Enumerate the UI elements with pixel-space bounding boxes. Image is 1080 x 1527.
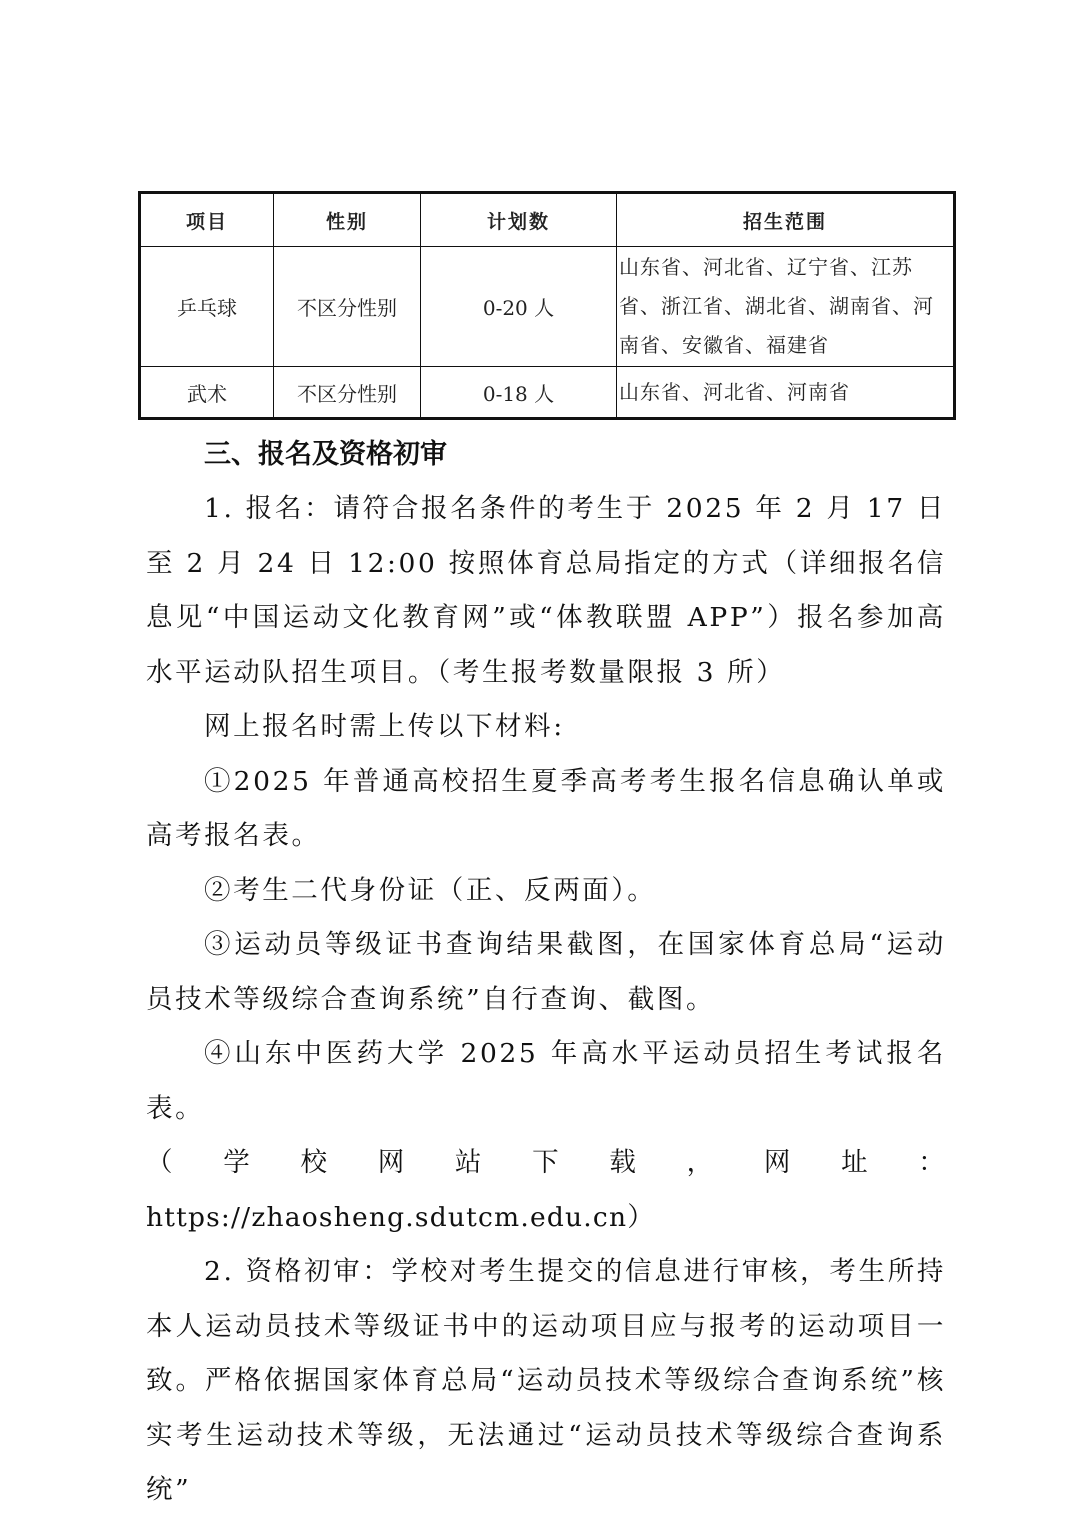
header-range: 招生范围 <box>617 193 955 247</box>
header-plan: 计划数 <box>421 193 617 247</box>
section-heading: 三、报名及资格初审 <box>204 439 447 470</box>
cell-plan: 0-18 人 <box>421 367 617 419</box>
header-gender: 性别 <box>274 193 421 247</box>
cell-sport: 武术 <box>140 367 274 419</box>
table-row <box>140 367 955 419</box>
paragraph-qualification-review: 2. 资格初审：学校对考生提交的信息进行审核，考生所持本人运动员技术等级证书中的运动项目应与报考的运动项目一致。严格依据国家体育总局“运动员技术等级综合查询系统”核实考生运动技术等级，无法通过“运动员技术等级综合查询系统” <box>146 1256 946 1505</box>
table-header-row <box>140 193 955 247</box>
cell-gender: 不区分性别 <box>274 247 421 367</box>
table-row <box>140 247 955 367</box>
cell-sport: 乒乓球 <box>140 247 274 367</box>
cell-range: 山东省、河北省、河南省 <box>617 367 955 419</box>
paragraph-registration: 1. 报名：请符合报名条件的考生于 2025 年 2 月 17 日至 2 月 24 日 12:00 按照体育总局指定的方式（详细报名信息见“中国运动文化教育网”或“体教联盟 APP”）报名参加高水平运动队招生项目。（考生报考数量限报 3 所） <box>146 493 946 688</box>
cell-plan: 0-20 人 <box>421 247 617 367</box>
cell-range: 山东省、河北省、辽宁省、江苏省、浙江省、湖北省、湖南省、河南省、安徽省、福建省 <box>617 247 955 367</box>
header-sport: 项目 <box>140 193 274 247</box>
material-item-1: ①2025 年普通高校招生夏季高考考生报名信息确认单或高考报名表。 <box>146 765 946 851</box>
material-item-2: ②考生二代身份证（正、反两面）。 <box>204 874 657 906</box>
cell-gender: 不区分性别 <box>274 367 421 419</box>
material-item-3: ③运动员等级证书查询结果截图，在国家体育总局“运动员技术等级综合查询系统”自行查询、截图。 <box>146 929 946 1015</box>
material-item-4-url: （学校网站下载，网址：https://zhaosheng.sdutcm.edu.cn） <box>146 1147 946 1233</box>
paragraph-materials-intro: 网上报名时需上传以下材料: <box>204 711 565 742</box>
material-item-4: ④山东中医药大学 2025 年高水平运动员招生考试报名表。 <box>146 1038 946 1124</box>
enrollment-quota-table <box>138 191 956 420</box>
document-body <box>146 428 946 1518</box>
